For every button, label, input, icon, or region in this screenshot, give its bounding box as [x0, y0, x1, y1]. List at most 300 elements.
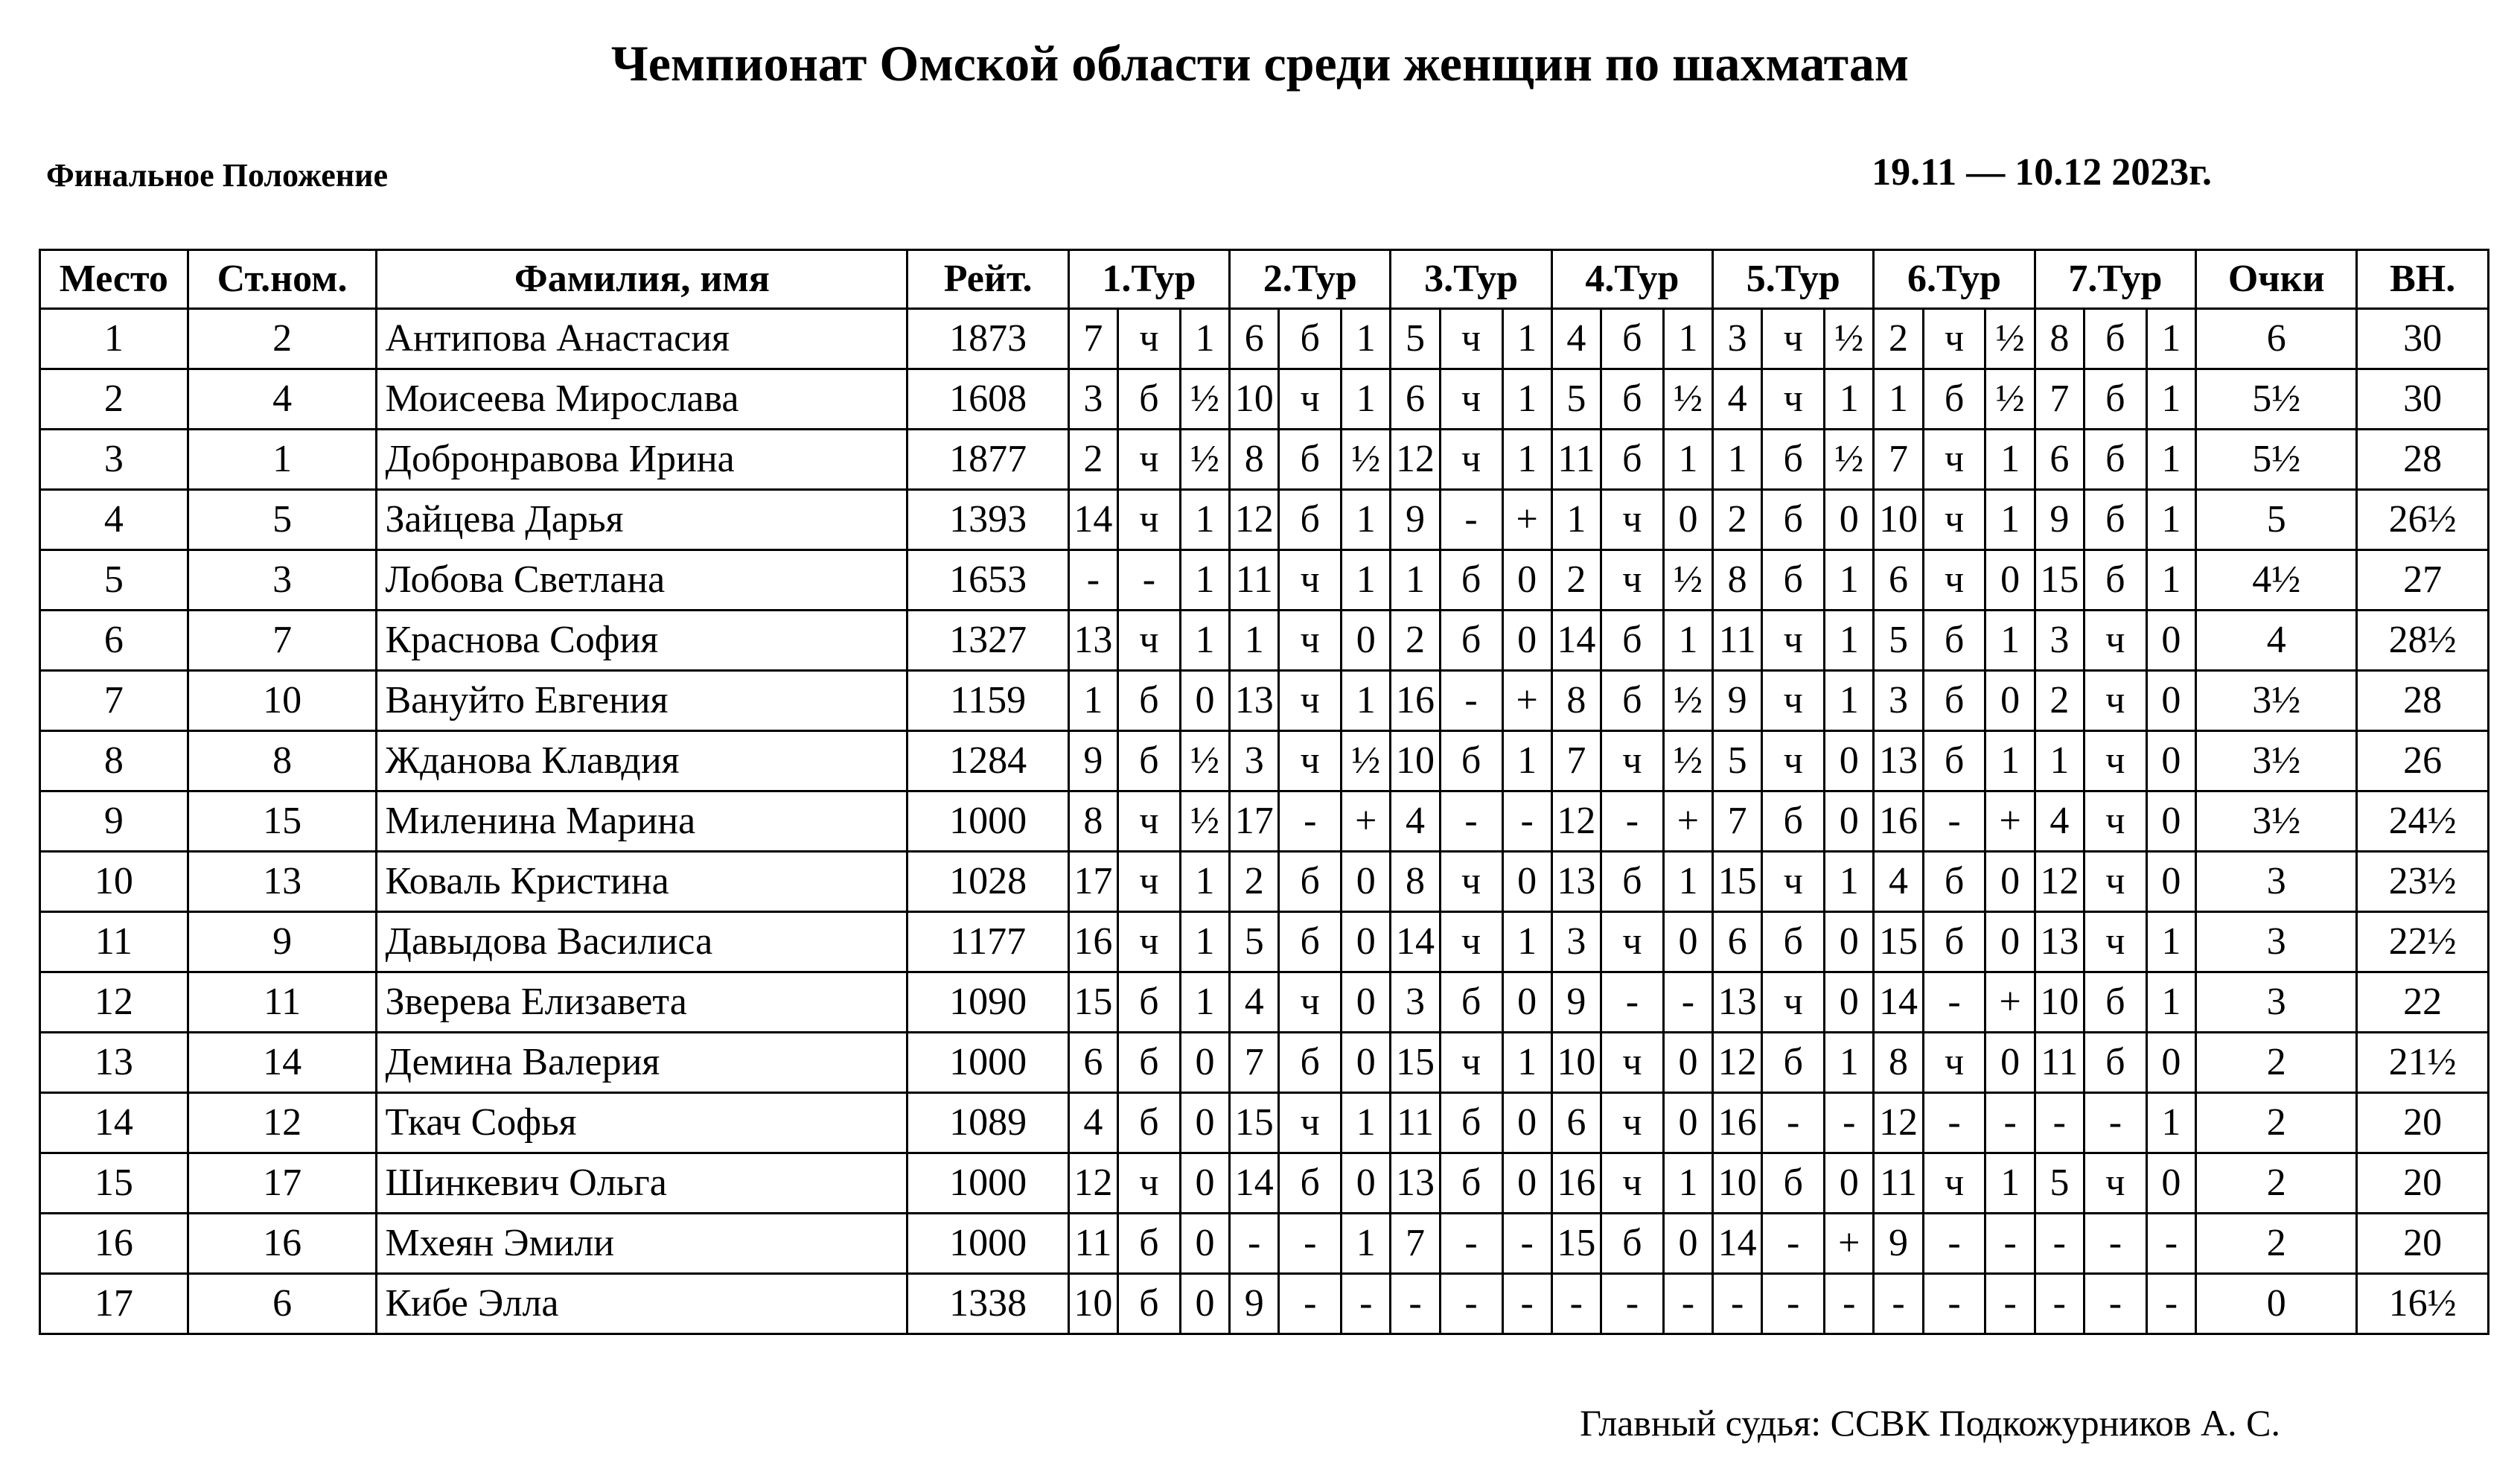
round-7-result-cell: 1	[2146, 430, 2195, 490]
round-5-color-cell: ч	[1762, 309, 1825, 369]
round-5-opponent-cell: 9	[1713, 671, 1762, 731]
round-1-color-cell: б	[1117, 972, 1180, 1033]
round-7-opponent-cell: 13	[2035, 912, 2084, 972]
player-name-cell: Зайцева Дарья	[377, 490, 907, 550]
round-5-color-cell: ч	[1762, 731, 1825, 791]
round-3-opponent-cell: 8	[1391, 852, 1440, 912]
round-6-color-cell: ч	[1923, 1153, 1985, 1214]
tiebreak-cell: 24½	[2357, 791, 2489, 852]
place-cell: 8	[40, 731, 188, 791]
round-3-color-cell: -	[1440, 671, 1502, 731]
round-7-color-cell: б	[2084, 972, 2146, 1033]
round-3-color-cell: ч	[1440, 852, 1502, 912]
round-4-result-cell: 1	[1663, 852, 1712, 912]
header-start-number: Ст.ном.	[188, 250, 377, 309]
rating-cell: 1028	[907, 852, 1068, 912]
round-6-result-cell: -	[1985, 1214, 2035, 1274]
table-row	[40, 1214, 2489, 1274]
round-6-result-cell: +	[1985, 972, 2035, 1033]
table-row	[40, 309, 2489, 369]
round-7-result-cell: 0	[2146, 1153, 2195, 1214]
points-cell: 3½	[2196, 791, 2357, 852]
round-2-opponent-cell: 2	[1230, 852, 1279, 912]
round-3-color-cell: б	[1440, 972, 1502, 1033]
round-2-color-cell: б	[1279, 430, 1342, 490]
round-2-opponent-cell: 1	[1230, 611, 1279, 671]
round-6-color-cell: б	[1923, 671, 1985, 731]
tiebreak-cell: 28½	[2357, 611, 2489, 671]
round-7-color-cell: -	[2084, 1093, 2146, 1153]
round-3-opponent-cell: 4	[1391, 791, 1440, 852]
round-7-opponent-cell: 5	[2035, 1153, 2084, 1214]
round-4-result-cell: 1	[1663, 430, 1712, 490]
round-1-color-cell: б	[1117, 1274, 1180, 1334]
round-1-opponent-cell: 1	[1068, 671, 1117, 731]
round-4-result-cell: ½	[1663, 671, 1712, 731]
round-3-opponent-cell: 2	[1391, 611, 1440, 671]
round-4-opponent-cell: 8	[1551, 671, 1601, 731]
tiebreak-cell: 23½	[2357, 852, 2489, 912]
round-1-color-cell: ч	[1117, 309, 1180, 369]
round-7-opponent-cell: -	[2035, 1274, 2084, 1334]
header-round-4: 4.Тур	[1551, 250, 1712, 309]
round-6-color-cell: ч	[1923, 550, 1985, 611]
round-6-result-cell: 1	[1985, 731, 2035, 791]
round-1-result-cell: 1	[1180, 309, 1229, 369]
round-1-color-cell: ч	[1117, 791, 1180, 852]
header-place: Место	[40, 250, 188, 309]
round-3-result-cell: 1	[1502, 430, 1551, 490]
round-1-color-cell: ч	[1117, 912, 1180, 972]
round-4-result-cell: -	[1663, 1274, 1712, 1334]
table-row	[40, 1153, 2489, 1214]
round-4-opponent-cell: 1	[1551, 490, 1601, 550]
round-7-result-cell: 0	[2146, 611, 2195, 671]
round-7-color-cell: ч	[2084, 671, 2146, 731]
round-7-color-cell: ч	[2084, 731, 2146, 791]
round-3-result-cell: 0	[1502, 972, 1551, 1033]
round-2-result-cell: 0	[1342, 611, 1391, 671]
table-row	[40, 550, 2489, 611]
round-1-opponent-cell: 13	[1068, 611, 1117, 671]
table-row	[40, 611, 2489, 671]
round-6-opponent-cell: 6	[1874, 550, 1923, 611]
round-5-result-cell: 1	[1825, 1033, 1874, 1093]
round-3-result-cell: 0	[1502, 852, 1551, 912]
round-3-color-cell: б	[1440, 731, 1502, 791]
player-name-cell: Миленина Марина	[377, 791, 907, 852]
round-3-opponent-cell: 11	[1391, 1093, 1440, 1153]
rating-cell: 1000	[907, 1033, 1068, 1093]
player-name-cell: Ткач Софья	[377, 1093, 907, 1153]
round-4-result-cell: 0	[1663, 1093, 1712, 1153]
tiebreak-cell: 28	[2357, 671, 2489, 731]
round-7-opponent-cell: 1	[2035, 731, 2084, 791]
table-row	[40, 430, 2489, 490]
header-points: Очки	[2196, 250, 2357, 309]
round-3-opponent-cell: 15	[1391, 1033, 1440, 1093]
points-cell: 3½	[2196, 731, 2357, 791]
round-1-opponent-cell: 7	[1068, 309, 1117, 369]
round-7-result-cell: 1	[2146, 550, 2195, 611]
round-6-opponent-cell: 4	[1874, 852, 1923, 912]
round-5-result-cell: 0	[1825, 972, 1874, 1033]
round-7-result-cell: 0	[2146, 791, 2195, 852]
round-6-opponent-cell: 8	[1874, 1033, 1923, 1093]
round-3-color-cell: ч	[1440, 430, 1502, 490]
player-name-cell: Коваль Кристина	[377, 852, 907, 912]
round-4-result-cell: +	[1663, 791, 1712, 852]
round-2-opponent-cell: 12	[1230, 490, 1279, 550]
round-4-color-cell: -	[1601, 791, 1663, 852]
round-6-color-cell: -	[1923, 1093, 1985, 1153]
round-3-color-cell: -	[1440, 1274, 1502, 1334]
start-number-cell: 1	[188, 430, 377, 490]
round-3-result-cell: 1	[1502, 1033, 1551, 1093]
round-1-result-cell: 1	[1180, 852, 1229, 912]
round-1-result-cell: ½	[1180, 430, 1229, 490]
tiebreak-cell: 28	[2357, 430, 2489, 490]
round-5-color-cell: б	[1762, 1033, 1825, 1093]
round-3-opponent-cell: 6	[1391, 369, 1440, 430]
round-2-result-cell: 0	[1342, 1153, 1391, 1214]
rating-cell: 1653	[907, 550, 1068, 611]
round-3-result-cell: 0	[1502, 1093, 1551, 1153]
rating-cell: 1284	[907, 731, 1068, 791]
round-6-color-cell: б	[1923, 611, 1985, 671]
round-7-result-cell: 0	[2146, 731, 2195, 791]
round-1-color-cell: ч	[1117, 852, 1180, 912]
standings-table	[39, 249, 2489, 1335]
round-7-opponent-cell: 11	[2035, 1033, 2084, 1093]
round-7-result-cell: 1	[2146, 1093, 2195, 1153]
round-6-opponent-cell: 16	[1874, 791, 1923, 852]
round-5-color-cell: -	[1762, 1274, 1825, 1334]
table-row	[40, 852, 2489, 912]
round-4-result-cell: 0	[1663, 1033, 1712, 1093]
round-7-color-cell: б	[2084, 1033, 2146, 1093]
round-6-color-cell: ч	[1923, 490, 1985, 550]
round-1-color-cell: ч	[1117, 1153, 1180, 1214]
rating-cell: 1159	[907, 671, 1068, 731]
round-1-opponent-cell: 12	[1068, 1153, 1117, 1214]
round-3-color-cell: -	[1440, 1214, 1502, 1274]
round-3-opponent-cell: 16	[1391, 671, 1440, 731]
points-cell: 5½	[2196, 430, 2357, 490]
round-6-color-cell: б	[1923, 852, 1985, 912]
round-1-result-cell: 0	[1180, 1153, 1229, 1214]
start-number-cell: 13	[188, 852, 377, 912]
round-6-color-cell: б	[1923, 731, 1985, 791]
round-3-result-cell: 1	[1502, 369, 1551, 430]
round-5-opponent-cell: 8	[1713, 550, 1762, 611]
table-row	[40, 791, 2489, 852]
tiebreak-cell: 30	[2357, 369, 2489, 430]
round-2-opponent-cell: 4	[1230, 972, 1279, 1033]
round-3-color-cell: б	[1440, 1153, 1502, 1214]
points-cell: 5½	[2196, 369, 2357, 430]
start-number-cell: 16	[188, 1214, 377, 1274]
round-5-result-cell: -	[1825, 1274, 1874, 1334]
round-5-result-cell: 0	[1825, 912, 1874, 972]
start-number-cell: 2	[188, 309, 377, 369]
round-3-color-cell: б	[1440, 550, 1502, 611]
rating-cell: 1338	[907, 1274, 1068, 1334]
table-row	[40, 972, 2489, 1033]
round-5-result-cell: -	[1825, 1093, 1874, 1153]
round-6-result-cell: ½	[1985, 369, 2035, 430]
player-name-cell: Добронравова Ирина	[377, 430, 907, 490]
points-cell: 4½	[2196, 550, 2357, 611]
round-7-result-cell: 0	[2146, 671, 2195, 731]
round-5-result-cell: 1	[1825, 852, 1874, 912]
place-cell: 5	[40, 550, 188, 611]
round-6-opponent-cell: 10	[1874, 490, 1923, 550]
start-number-cell: 3	[188, 550, 377, 611]
tiebreak-cell: 16½	[2357, 1274, 2489, 1334]
header-name: Фамилия, имя	[377, 250, 907, 309]
round-4-result-cell: -	[1663, 972, 1712, 1033]
rating-cell: 1877	[907, 430, 1068, 490]
table-row	[40, 369, 2489, 430]
round-3-color-cell: б	[1440, 611, 1502, 671]
round-7-color-cell: ч	[2084, 852, 2146, 912]
round-1-opponent-cell: 6	[1068, 1033, 1117, 1093]
round-7-color-cell: -	[2084, 1214, 2146, 1274]
place-cell: 2	[40, 369, 188, 430]
tiebreak-cell: 20	[2357, 1153, 2489, 1214]
start-number-cell: 11	[188, 972, 377, 1033]
round-7-opponent-cell: 12	[2035, 852, 2084, 912]
round-6-result-cell: ½	[1985, 309, 2035, 369]
points-cell: 3	[2196, 912, 2357, 972]
round-4-result-cell: 1	[1663, 309, 1712, 369]
points-cell: 5	[2196, 490, 2357, 550]
player-name-cell: Антипова Анастасия	[377, 309, 907, 369]
round-4-result-cell: 0	[1663, 912, 1712, 972]
round-1-opponent-cell: 4	[1068, 1093, 1117, 1153]
round-5-opponent-cell: -	[1713, 1274, 1762, 1334]
round-5-opponent-cell: 12	[1713, 1033, 1762, 1093]
header-round-7: 7.Тур	[2035, 250, 2195, 309]
round-2-result-cell: 1	[1342, 490, 1391, 550]
round-6-opponent-cell: 7	[1874, 430, 1923, 490]
round-6-result-cell: 0	[1985, 550, 2035, 611]
round-5-result-cell: 1	[1825, 611, 1874, 671]
round-2-color-cell: б	[1279, 1153, 1342, 1214]
round-4-result-cell: ½	[1663, 369, 1712, 430]
round-1-color-cell: ч	[1117, 490, 1180, 550]
rating-cell: 1608	[907, 369, 1068, 430]
round-2-opponent-cell: 13	[1230, 671, 1279, 731]
round-4-opponent-cell: 12	[1551, 791, 1601, 852]
round-4-color-cell: ч	[1601, 490, 1663, 550]
round-6-opponent-cell: 5	[1874, 611, 1923, 671]
points-cell: 6	[2196, 309, 2357, 369]
round-6-opponent-cell: 1	[1874, 369, 1923, 430]
round-6-opponent-cell: 11	[1874, 1153, 1923, 1214]
start-number-cell: 10	[188, 671, 377, 731]
round-1-color-cell: -	[1117, 550, 1180, 611]
round-6-result-cell: 1	[1985, 430, 2035, 490]
player-name-cell: Зверева Елизавета	[377, 972, 907, 1033]
round-6-opponent-cell: 2	[1874, 309, 1923, 369]
round-7-color-cell: б	[2084, 369, 2146, 430]
round-3-color-cell: ч	[1440, 1033, 1502, 1093]
round-1-color-cell: б	[1117, 1093, 1180, 1153]
points-cell: 3	[2196, 852, 2357, 912]
round-3-opponent-cell: 1	[1391, 550, 1440, 611]
round-5-result-cell: 0	[1825, 791, 1874, 852]
rating-cell: 1089	[907, 1093, 1068, 1153]
round-7-result-cell: 0	[2146, 1033, 2195, 1093]
player-name-cell: Жданова Клавдия	[377, 731, 907, 791]
round-1-color-cell: б	[1117, 369, 1180, 430]
round-6-result-cell: 0	[1985, 852, 2035, 912]
round-4-color-cell: -	[1601, 972, 1663, 1033]
tiebreak-cell: 27	[2357, 550, 2489, 611]
round-6-color-cell: ч	[1923, 430, 1985, 490]
round-4-result-cell: ½	[1663, 550, 1712, 611]
round-2-opponent-cell: 10	[1230, 369, 1279, 430]
round-2-opponent-cell: 17	[1230, 791, 1279, 852]
table-row	[40, 671, 2489, 731]
round-7-result-cell: 1	[2146, 972, 2195, 1033]
round-2-result-cell: 1	[1342, 671, 1391, 731]
rating-cell: 1000	[907, 791, 1068, 852]
round-3-opponent-cell: 12	[1391, 430, 1440, 490]
header-rating: Рейт.	[907, 250, 1068, 309]
rating-cell: 1327	[907, 611, 1068, 671]
points-cell: 3	[2196, 972, 2357, 1033]
round-5-result-cell: 1	[1825, 671, 1874, 731]
round-1-opponent-cell: 9	[1068, 731, 1117, 791]
round-1-opponent-cell: 15	[1068, 972, 1117, 1033]
place-cell: 13	[40, 1033, 188, 1093]
round-5-color-cell: б	[1762, 430, 1825, 490]
round-4-color-cell: ч	[1601, 1033, 1663, 1093]
round-2-opponent-cell: 11	[1230, 550, 1279, 611]
round-4-color-cell: б	[1601, 369, 1663, 430]
tiebreak-cell: 22	[2357, 972, 2489, 1033]
round-5-result-cell: 1	[1825, 369, 1874, 430]
round-6-color-cell: ч	[1923, 309, 1985, 369]
round-5-opponent-cell: 13	[1713, 972, 1762, 1033]
round-4-result-cell: 1	[1663, 611, 1712, 671]
round-7-color-cell: б	[2084, 430, 2146, 490]
round-3-result-cell: 1	[1502, 309, 1551, 369]
round-6-result-cell: +	[1985, 791, 2035, 852]
start-number-cell: 7	[188, 611, 377, 671]
header-tiebreak: ВН.	[2357, 250, 2489, 309]
round-3-opponent-cell: 13	[1391, 1153, 1440, 1214]
round-4-color-cell: б	[1601, 671, 1663, 731]
tiebreak-cell: 26½	[2357, 490, 2489, 550]
table-row	[40, 490, 2489, 550]
round-3-result-cell: +	[1502, 490, 1551, 550]
player-name-cell: Моисеева Мирослава	[377, 369, 907, 430]
round-6-opponent-cell: 14	[1874, 972, 1923, 1033]
round-3-result-cell: 1	[1502, 912, 1551, 972]
round-6-opponent-cell: 15	[1874, 912, 1923, 972]
tiebreak-cell: 26	[2357, 731, 2489, 791]
round-7-result-cell: 1	[2146, 369, 2195, 430]
round-5-opponent-cell: 14	[1713, 1214, 1762, 1274]
round-4-opponent-cell: 6	[1551, 1093, 1601, 1153]
round-3-color-cell: ч	[1440, 912, 1502, 972]
round-1-result-cell: ½	[1180, 791, 1229, 852]
round-2-color-cell: -	[1279, 791, 1342, 852]
round-1-result-cell: 0	[1180, 671, 1229, 731]
table-row	[40, 731, 2489, 791]
points-cell: 2	[2196, 1093, 2357, 1153]
round-4-opponent-cell: -	[1551, 1274, 1601, 1334]
round-2-color-cell: ч	[1279, 972, 1342, 1033]
round-4-color-cell: б	[1601, 430, 1663, 490]
round-6-color-cell: б	[1923, 369, 1985, 430]
round-5-color-cell: б	[1762, 912, 1825, 972]
round-3-result-cell: -	[1502, 791, 1551, 852]
round-3-result-cell: -	[1502, 1214, 1551, 1274]
round-3-color-cell: б	[1440, 1093, 1502, 1153]
round-7-opponent-cell: 8	[2035, 309, 2084, 369]
round-7-result-cell: 1	[2146, 490, 2195, 550]
points-cell: 0	[2196, 1274, 2357, 1334]
round-7-color-cell: б	[2084, 550, 2146, 611]
round-5-result-cell: 0	[1825, 490, 1874, 550]
round-1-result-cell: 0	[1180, 1093, 1229, 1153]
round-5-color-cell: б	[1762, 791, 1825, 852]
round-3-opponent-cell: 5	[1391, 309, 1440, 369]
round-6-opponent-cell: 13	[1874, 731, 1923, 791]
place-cell: 15	[40, 1153, 188, 1214]
round-3-result-cell: 0	[1502, 1153, 1551, 1214]
round-3-result-cell: 1	[1502, 731, 1551, 791]
round-6-color-cell: ч	[1923, 1033, 1985, 1093]
round-3-opponent-cell: 10	[1391, 731, 1440, 791]
points-cell: 2	[2196, 1153, 2357, 1214]
round-2-result-cell: 0	[1342, 1033, 1391, 1093]
round-2-result-cell: ½	[1342, 731, 1391, 791]
round-4-color-cell: б	[1601, 852, 1663, 912]
round-2-result-cell: 1	[1342, 1093, 1391, 1153]
start-number-cell: 14	[188, 1033, 377, 1093]
round-4-opponent-cell: 9	[1551, 972, 1601, 1033]
round-3-result-cell: -	[1502, 1274, 1551, 1334]
place-cell: 7	[40, 671, 188, 731]
round-2-opponent-cell: 9	[1230, 1274, 1279, 1334]
round-7-opponent-cell: 7	[2035, 369, 2084, 430]
points-cell: 2	[2196, 1214, 2357, 1274]
round-2-opponent-cell: 7	[1230, 1033, 1279, 1093]
round-1-color-cell: ч	[1117, 430, 1180, 490]
round-7-color-cell: ч	[2084, 1153, 2146, 1214]
round-3-color-cell: ч	[1440, 369, 1502, 430]
chief-arbiter: Главный судья: ССВК Подкожурников А. С.	[1580, 1402, 2280, 1444]
round-7-opponent-cell: -	[2035, 1214, 2084, 1274]
round-2-opponent-cell: 3	[1230, 731, 1279, 791]
place-cell: 6	[40, 611, 188, 671]
round-1-opponent-cell: 8	[1068, 791, 1117, 852]
round-5-opponent-cell: 5	[1713, 731, 1762, 791]
round-2-result-cell: 0	[1342, 852, 1391, 912]
round-7-opponent-cell: 6	[2035, 430, 2084, 490]
round-2-result-cell: 1	[1342, 1214, 1391, 1274]
points-cell: 2	[2196, 1033, 2357, 1093]
round-1-opponent-cell: 10	[1068, 1274, 1117, 1334]
round-2-color-cell: б	[1279, 490, 1342, 550]
round-7-color-cell: б	[2084, 309, 2146, 369]
